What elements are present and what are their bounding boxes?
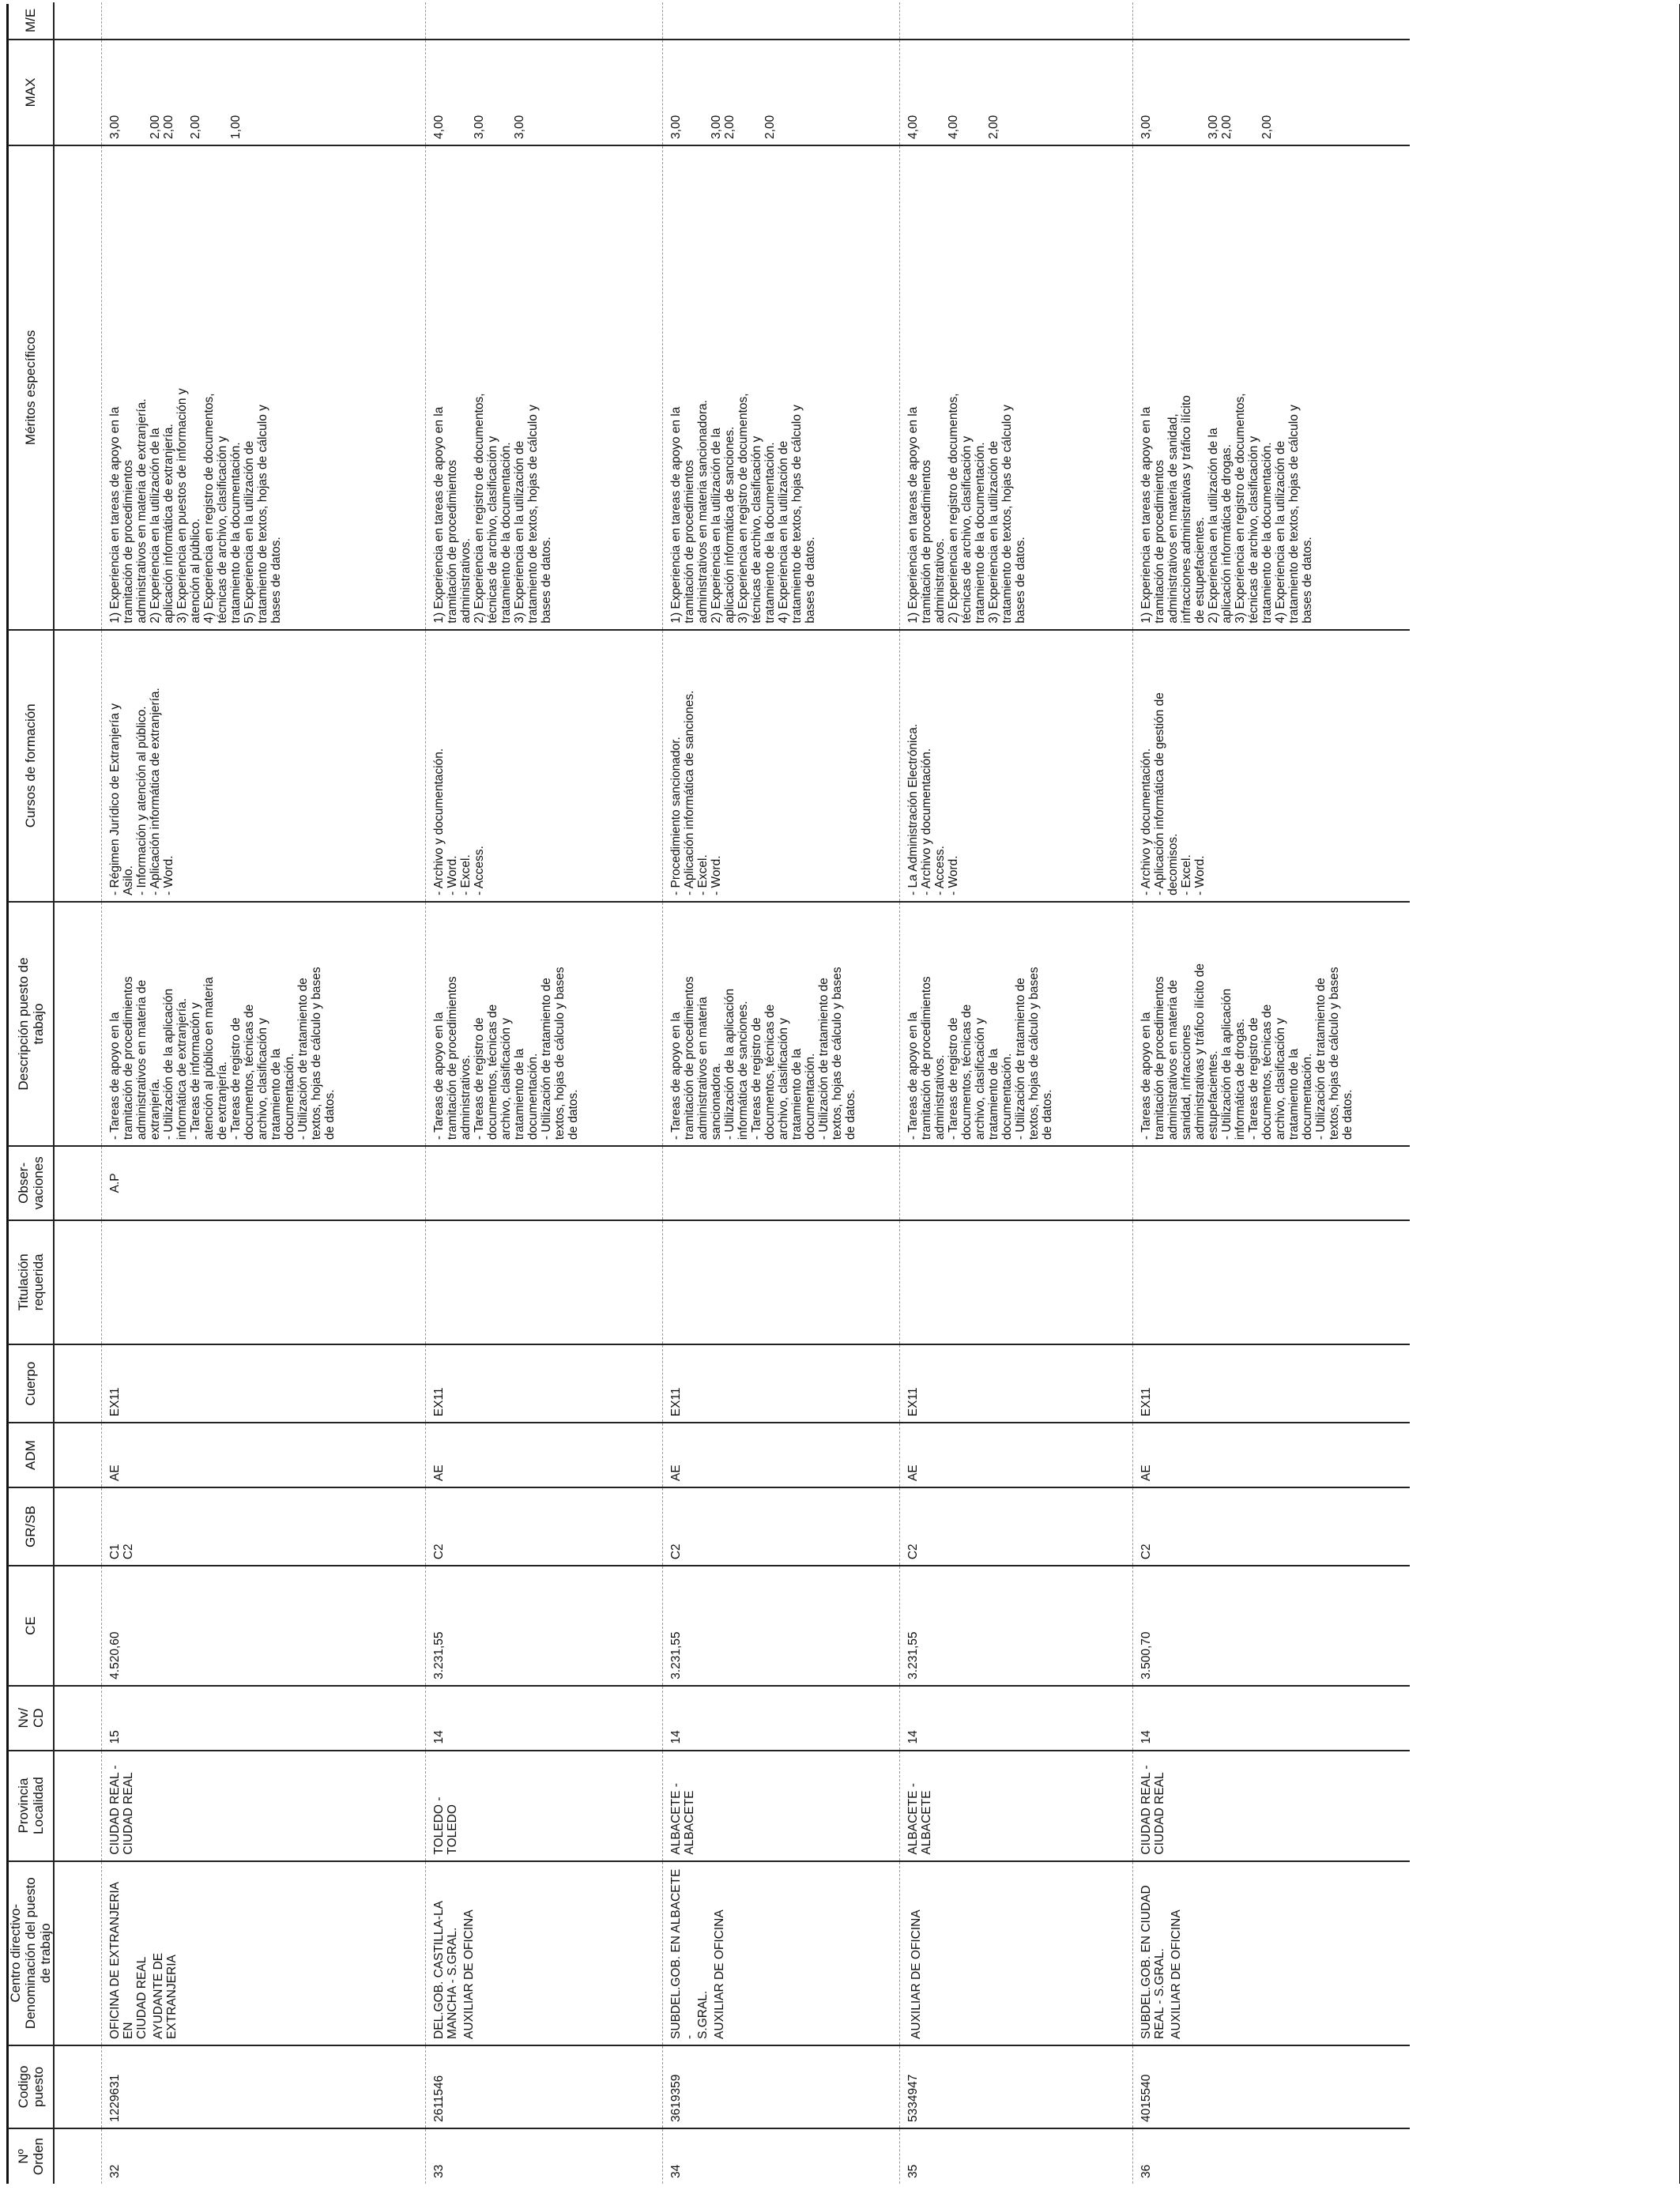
descripcion-cell: - Tareas de apoyo en la tramitación de procedimientos administrativos en materia de sanidad, infracciones administrativas y tráfico ilícito de estupefacientes. - Utilización de la aplicación informática de drogas. - Tareas de registro de documentos, técnicas de archivo, clasificación y tratamiento de la documentación. - Utilización de tratamiento de textos, hojas de cálculo y bases de datos. xyxy=(1133,902,1410,1146)
adm-cell: AE xyxy=(102,1423,426,1487)
header-descripcion: Descripción puesto de trabajo xyxy=(8,902,54,1146)
header-cuerpo: Cuerpo xyxy=(8,1344,54,1423)
meritos-cell: 1) Experiencia en tareas de apoyo en la tramitación de procedimientos administrativos. 2) Experiencia en registro de documentos, técnicas de archivo, clasificación y tratamiento de la documentación. 3) Experiencia en la utilización de tratamiento de textos, hojas de cálculo y bases de datos. xyxy=(900,145,1133,630)
observaciones-cell: A.P xyxy=(102,1146,426,1220)
titulacion-cell xyxy=(663,1220,900,1345)
centro-cell xyxy=(1133,1861,1410,2045)
ce-cell: 3.231,55 xyxy=(426,1566,663,1686)
centro-cell xyxy=(663,1861,900,2045)
codigo-cell: 1229631 xyxy=(102,2045,426,2128)
header-observaciones: Obser- vaciones xyxy=(8,1146,54,1220)
max-cell: 3,00 3,00 2,00 2,00 xyxy=(663,40,900,145)
cursos-cell: - Archivo y documentación. - Word. - Excel. - Access. xyxy=(426,630,663,902)
header-provincia: Provincia Localidad xyxy=(8,1751,54,1861)
meritos-cell: 1) Experiencia en tareas de apoyo en la tramitación de procedimientos administrativos. 2) Experiencia en registro de documentos, técnicas de archivo, clasificación y tratamiento de la documentación. 3) Experiencia en la utilización de tratamiento de textos, hojas de cálculo y bases de datos. xyxy=(426,145,663,630)
table-row xyxy=(663,2,900,2184)
descripcion-cell: - Tareas de apoyo en la tramitación de procedimientos administrativos. - Tareas de registro de documentos, técnicas de archivo, clasificación y tratamiento de la documentación. - Utilización de tratamiento de textos, hojas de cálculo y bases de datos. xyxy=(900,902,1133,1146)
me-cell xyxy=(1133,2,1410,40)
codigo-cell: 4015540 xyxy=(1133,2045,1410,2128)
table-row xyxy=(426,2,663,2184)
nivel-cell: 14 xyxy=(1133,1686,1410,1751)
max-cell: 3,00 2,00 2,00 2,00 1,00 xyxy=(102,40,426,145)
puesto-denominacion: AYUDANTE DE EXTRANJERIA xyxy=(152,1949,179,2039)
cuerpo-cell: EX11 xyxy=(1133,1344,1410,1423)
provincia-cell: ALBACETE - ALBACETE xyxy=(900,1751,1133,1861)
cuerpo-cell: EX11 xyxy=(426,1344,663,1423)
provincia-cell: CIUDAD REAL - CIUDAD REAL xyxy=(102,1751,426,1861)
cuerpo-cell: EX11 xyxy=(900,1344,1133,1423)
nivel-cell: 14 xyxy=(663,1686,900,1751)
centro-cell xyxy=(900,1861,1133,2045)
codigo-cell: 5334947 xyxy=(900,2045,1133,2128)
adm-cell: AE xyxy=(1133,1423,1410,1487)
codigo-cell: 2611546 xyxy=(426,2045,663,2128)
ce-cell: 3.500,70 xyxy=(1133,1566,1410,1686)
provincia-cell: CIUDAD REAL - CIUDAD REAL xyxy=(1133,1751,1410,1861)
header-nivel: Nv/ CD xyxy=(8,1686,54,1751)
observaciones-cell xyxy=(663,1146,900,1220)
cursos-cell: - Procedimiento sancionador. - Aplicación informática de sanciones. - Excel. - Word. xyxy=(663,630,900,902)
grsb-cell: C2 xyxy=(1133,1487,1410,1566)
puesto-denominacion: AUXILIAR DE OFICINA xyxy=(713,1909,726,2039)
puesto-denominacion: AUXILIAR DE OFICINA xyxy=(1170,1909,1183,2039)
nivel-cell: 14 xyxy=(426,1686,663,1751)
meritos-cell: 1) Experiencia en tareas de apoyo en la tramitación de procedimientos administrativos en materia de extranjería. 2) Experiencia en la utilización de la aplicación informática de extranjería. 3) Experiencia en puestos de información y atención al público. 4) Experiencia en registro de documentos, técnicas de archivo, clasificación y tratamiento de la documentación. 5) Experiencia en la utilización de tratamiento de textos, hojas de cálculo y bases de datos. xyxy=(102,145,426,630)
header-ce: CE xyxy=(8,1566,54,1686)
descripcion-cell: - Tareas de apoyo en la tramitación de procedimientos administrativos. - Tareas de registro de documentos, técnicas de archivo, clasificación y tratamiento de la documentación. - Utilización de tratamiento de textos, hojas de cálculo y bases de datos. xyxy=(426,902,663,1146)
titulacion-cell xyxy=(1133,1220,1410,1345)
max-cell: 3,00 3,00 2,00 2,00 xyxy=(1133,40,1410,145)
orden-cell: 36 xyxy=(1133,2128,1410,2184)
max-cell: 4,00 4,00 2,00 xyxy=(900,40,1133,145)
header-me: M/E xyxy=(8,2,54,40)
grsb-cell: C2 xyxy=(900,1487,1133,1566)
provincia-cell: ALBACETE - ALBACETE xyxy=(663,1751,900,1861)
grsb-cell: C2 xyxy=(426,1487,663,1566)
cursos-cell: - La Administración Electrónica. - Archivo y documentación. - Access. - Word. xyxy=(900,630,1133,902)
ce-cell: 4.520,60 xyxy=(102,1566,426,1686)
observaciones-cell xyxy=(900,1146,1133,1220)
descripcion-cell: - Tareas de apoyo en la tramitación de procedimientos administrativos en materia sancionadora. - Utilización de la aplicación informática de sanciones. - Tareas de registro de documentos, técnicas de archivo, clasificación y tratamiento de la documentación. - Utilización de tratamiento de textos, hojas de cálculo y bases de datos. xyxy=(663,902,900,1146)
me-cell xyxy=(102,2,426,40)
job-positions-table xyxy=(8,2,1410,2184)
orden-cell: 32 xyxy=(102,2128,426,2184)
header-centro: Centro directivo- Denominación del puesto de trabajo xyxy=(8,1861,54,2045)
me-cell xyxy=(900,2,1133,40)
table-row xyxy=(1133,2,1410,2184)
grsb-cell: C1 C2 xyxy=(102,1487,426,1566)
blank-row xyxy=(54,2,102,2184)
header-grsb: GR/SB xyxy=(8,1487,54,1566)
table-row xyxy=(900,2,1133,2184)
centro-cell xyxy=(102,1861,426,2045)
me-cell xyxy=(426,2,663,40)
header-titulacion: Titulación requerida xyxy=(8,1220,54,1345)
orden-cell: 35 xyxy=(900,2128,1133,2184)
max-cell: 4,00 3,00 3,00 xyxy=(426,40,663,145)
titulacion-cell xyxy=(426,1220,663,1345)
centro-directivo: OFICINA DE EXTRANJERIA EN CIUDAD REAL xyxy=(108,1882,149,2039)
adm-cell: AE xyxy=(900,1423,1133,1487)
descripcion-cell: - Tareas de apoyo en la tramitación de procedimientos administrativos en materia de extranjería. - Utilización de la aplicación informática de extranjería. - Tareas de información y atención al público en materia de extranjería. - Tareas de registro de documentos, técnicas de archivo, clasificación y tratamiento de la documentación. - Utilización de tratamiento de textos, hojas de cálculo y bases de datos. xyxy=(102,902,426,1146)
cursos-cell: - Archivo y documentación. - Aplicación informática de gestión de decomisos. - Excel. - Word. xyxy=(1133,630,1410,902)
cuerpo-cell: EX11 xyxy=(663,1344,900,1423)
table-header-row xyxy=(8,2,54,2184)
codigo-cell: 3619359 xyxy=(663,2045,900,2128)
centro-directivo: SUBDEL.GOB. EN ALBACETE - S.GRAL. xyxy=(669,1868,710,2039)
cursos-cell: - Régimen Jurídico de Extranjería y Asilo. - Información y atención al público. - Aplicación informática de extranjería. - Word. xyxy=(102,630,426,902)
puesto-denominacion: AUXILIAR DE OFICINA xyxy=(462,1909,476,2039)
meritos-cell: 1) Experiencia en tareas de apoyo en la tramitación de procedimientos administrativos en materia sancionadora. 2) Experiencia en la utilización de la aplicación informática de sanciones. 3) Experiencia en registro de documentos, técnicas de archivo, clasificación y tratamiento de la documentación. 4) Experiencia en la utilización de tratamiento de textos, hojas de cálculo y bases de datos. xyxy=(663,145,900,630)
meritos-cell: 1) Experiencia en tareas de apoyo en la tramitación de procedimientos administrativos en materia de sanidad, infracciones administrativas y tráfico ilícito de estupefacientes. 2) Experiencia en la utilización de la aplicación informática de drogas. 3) Experiencia en registro de documentos, técnicas de archivo, clasificación y tratamiento de la documentación. 4) Experiencia en la utilización de tratamiento de textos, hojas de cálculo y bases de datos. xyxy=(1133,145,1410,630)
header-adm: ADM xyxy=(8,1423,54,1487)
centro-directivo: DEL.GOB. CASTILLA-LA MANCHA - S.GRAL. xyxy=(432,1901,459,2039)
nivel-cell: 15 xyxy=(102,1686,426,1751)
header-meritos: Méritos específicos xyxy=(8,145,54,630)
nivel-cell: 14 xyxy=(900,1686,1133,1751)
ce-cell: 3.231,55 xyxy=(900,1566,1133,1686)
adm-cell: AE xyxy=(426,1423,663,1487)
ce-cell: 3.231,55 xyxy=(663,1566,900,1686)
grsb-cell: C2 xyxy=(663,1487,900,1566)
adm-cell: AE xyxy=(663,1423,900,1487)
centro-directivo: SUBDEL.GOB. EN CIUDAD REAL - S.GRAL. xyxy=(1139,1885,1166,2039)
titulacion-cell xyxy=(102,1220,426,1345)
cuerpo-cell: EX11 xyxy=(102,1344,426,1423)
header-codigo: Codigo puesto xyxy=(8,2045,54,2128)
centro-cell xyxy=(426,1861,663,2045)
me-cell xyxy=(663,2,900,40)
header-cursos: Cursos de formación xyxy=(8,630,54,902)
observaciones-cell xyxy=(1133,1146,1410,1220)
table-row xyxy=(102,2,426,2184)
header-max: MAX xyxy=(8,40,54,145)
header-orden: Nº Orden xyxy=(8,2128,54,2184)
puesto-denominacion: AUXILIAR DE OFICINA xyxy=(910,1909,923,2039)
observaciones-cell xyxy=(426,1146,663,1220)
titulacion-cell xyxy=(900,1220,1133,1345)
orden-cell: 33 xyxy=(426,2128,663,2184)
orden-cell: 34 xyxy=(663,2128,900,2184)
provincia-cell: TOLEDO - TOLEDO xyxy=(426,1751,663,1861)
